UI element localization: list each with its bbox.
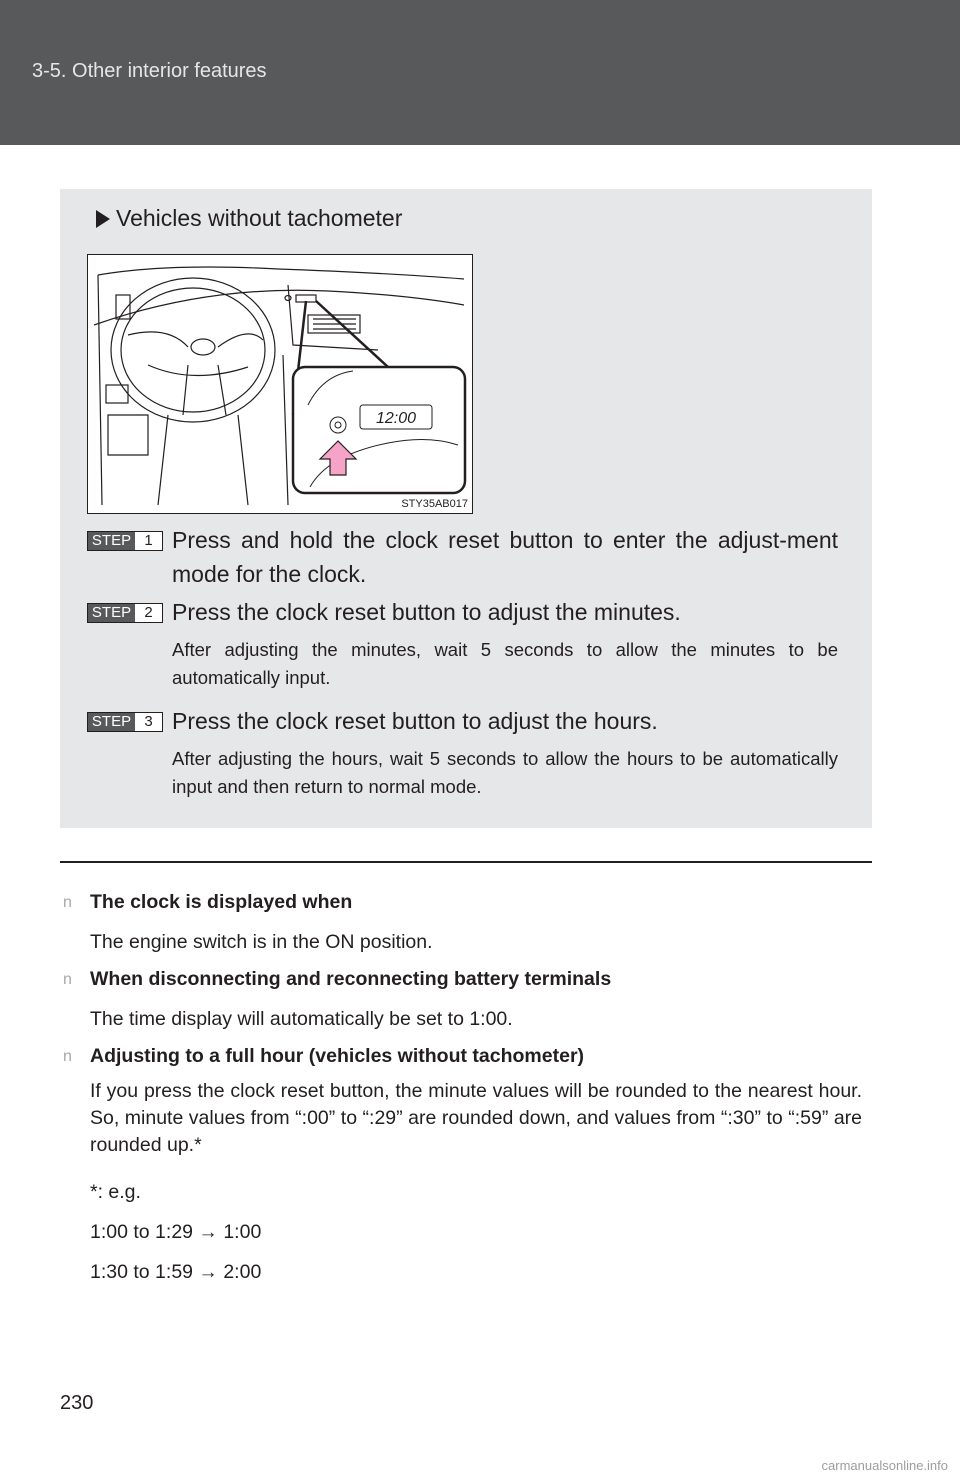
note-bullet-icon: n (63, 971, 72, 988)
note-bullet-icon: n (63, 894, 72, 911)
page-number: 230 (60, 1392, 94, 1414)
note-bullet-icon: n (63, 1048, 72, 1065)
watermark: carmanualsonline.info (821, 1458, 948, 1473)
step-3-note: After adjusting the hours, wait 5 seconds to allow the hours to be automatically input and then return to normal mode. (172, 748, 838, 797)
subheading (96, 205, 402, 232)
example-line-2: 1:30 to 1:59 → 2:00 (90, 1261, 262, 1283)
example-line-1: 1:00 to 1:29 → 1:00 (90, 1221, 262, 1243)
note-1-body: The engine switch is in the ON position. (90, 931, 433, 953)
section-divider (60, 861, 872, 863)
step-2-badge: STEP 2 (87, 603, 163, 623)
step-1-text: Press and hold the clock reset button to enter the adjust-ment mode for the clock. (172, 527, 838, 587)
dashboard-drawing (88, 255, 472, 513)
step-2-text: Press the clock reset button to adjust the minutes. (172, 599, 681, 625)
step-1-badge: STEP 1 (87, 531, 163, 551)
note-1-title: The clock is displayed when (90, 891, 353, 913)
section-title: 3-5. Other interior features (32, 60, 267, 82)
step-3-badge: STEP 3 (87, 712, 163, 732)
triangle-bullet-icon (96, 210, 110, 228)
note-3-title: Adjusting to a full hour (vehicles without tachometer) (90, 1045, 585, 1067)
example-label: *: e.g. (90, 1181, 141, 1203)
note-3-body: If you press the clock reset button, the minute values will be rounded to the nearest hour. So, minute values from “:00” to “:29” are rounded down, and values from “:30” to “:59” are rounded up.* (90, 1080, 862, 1156)
lcd-time-readout: 12:00 (375, 410, 417, 427)
figure-code: STY35AB017 (401, 498, 468, 510)
step-2-note: After adjusting the minutes, wait 5 seconds to allow the minutes to be automatically input. (172, 639, 838, 688)
dashboard-illustration (87, 254, 473, 514)
step-3-text: Press the clock reset button to adjust the hours. (172, 708, 658, 734)
subheading-text: Vehicles without tachometer (116, 205, 403, 231)
page-header (0, 0, 960, 145)
note-2-body: The time display will automatically be set to 1:00. (90, 1008, 513, 1030)
note-2-title: When disconnecting and reconnecting battery terminals (90, 968, 612, 990)
